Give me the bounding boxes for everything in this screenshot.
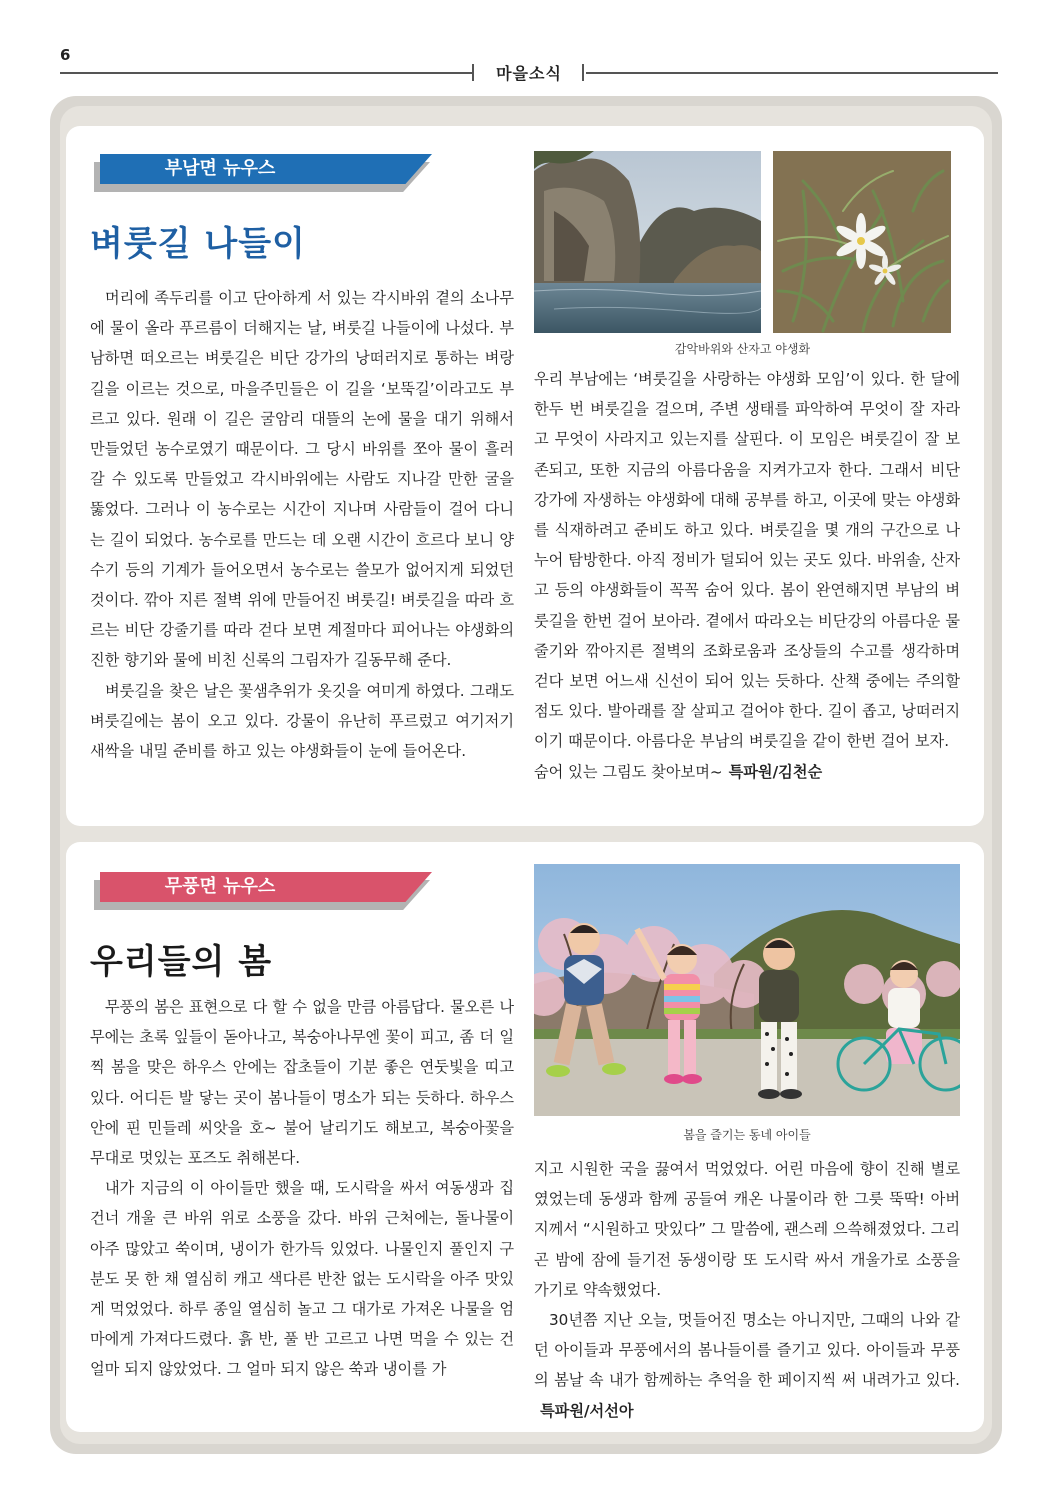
article1-left-column bbox=[90, 283, 514, 766]
paragraph: 지고 시원한 국을 끓여서 먹었었다. 어린 마음에 향이 진해 별로였었는데 동생과 함께 공들여 캐온 나물이라 한 그릇 뚝딱! 아버지께서 “시원하고 맛있다” 그 말씀에, 괜스레 으쓱해졌었다. 그리곤 밤에 잠에 들기전 동생이랑 또 도시락 싸서 개울가로 소풍을 가기로 약속했었다. bbox=[534, 1160, 960, 1299]
header-rule-tick-left bbox=[472, 64, 474, 81]
article1-headline: 벼룻길 나들이 bbox=[90, 224, 306, 264]
wildflower-image bbox=[773, 151, 951, 333]
paragraph bbox=[534, 1305, 960, 1426]
header-rule-left bbox=[60, 72, 472, 74]
article2-left-column bbox=[90, 992, 514, 1385]
reporter-byline: 특파원/서선아 bbox=[540, 1401, 634, 1420]
section-title: 마을소식 bbox=[496, 64, 562, 83]
closing-line bbox=[534, 757, 960, 787]
ribbon-label: 무풍면 뉴우스 bbox=[164, 876, 276, 897]
photo-wildflower bbox=[773, 151, 951, 333]
paragraph: 내가 지금의 이 아이들만 했을 때, 도시락을 싸서 여동생과 집 건너 개울 큰 바위 위로 소풍을 갔다. 바위 근처에는, 돌나물이 아주 많았고 쑥이며, 냉이가 한가득 있었다. 나물인지 풀인지 구분도 못 한 채 열심히 캐고 색다른 반찬 없는 도시락을 아주 맛있게 먹었었다. 하루 종일 열심히 놀고 그 대가로 가져온 나물을 엄마에게 가져다드렸다. 흙 반, 풀 반 고르고 나면 먹을 수 있는 건 얼마 되지 않았었다. 그 얼마 되지 않은 쑥과 냉이를 가 bbox=[90, 1179, 514, 1379]
paragraph: 무풍의 봄은 표현으로 다 할 수 없을 만큼 아름답다. 물오른 나무에는 초록 잎들이 돋아나고, 복숭아나무엔 꽃이 피고, 좀 더 일찍 봄을 맞은 하우스 안에는 잡초들이 기분 좋은 연둣빛을 띠고 있다. 어디든 발 닿는 곳이 봄나들이 명소가 되는 듯하다. 하우스 안에 핀 민들레 씨앗을 호~ 불어 날리기도 해보고, 복숭아꽃을 무대로 멋있는 포즈도 취해본다. bbox=[90, 998, 514, 1168]
closing-text: 숨어 있는 그림도 찾아보며~ bbox=[534, 762, 723, 781]
paragraph-text: 30년쯤 지난 오늘, 멋들어진 명소는 아니지만, 그때의 나와 같던 아이들과 무풍에서의 봄나들이를 즐기고 있다. 아이들과 무풍의 봄날 속 내가 함께하는 추억을 한 페이지씩 써 내려가고 있다. bbox=[534, 1311, 960, 1390]
header-rule-right bbox=[586, 72, 998, 74]
photo-children bbox=[534, 864, 960, 1116]
page-number: 6 bbox=[60, 46, 71, 64]
paragraph: 우리 부남에는 ‘벼룻길을 사랑하는 야생화 모임’이 있다. 한 달에 한두 번 벼룻길을 걸으며, 주변 생태를 파악하여 무엇이 잘 자라고 무엇이 사라지고 있는지를 살핀다. 이 모임은 벼룻길이 잘 보존되고, 또한 지금의 아름다움을 지켜가고자 한다. 그래서 비단 강가에 자생하는 야생화에 대해 공부를 하고, 이곳에 맞는 야생화를 식재하려고 준비도 하고 있다. 벼룻길을 몇 개의 구간으로 나누어 탐방한다. 아직 정비가 덜되어 있는 곳도 있다. 바위솔, 산자고 등의 야생화들이 꼭꼭 숨어 있다. 봄이 완연해지면 부남의 벼룻길을 한번 걸어 보아라. 곁에서 따라오는 비단강의 아름다운 물줄기와 깎아지른 절벽의 조화로움과 조상들의 수고를 생각하며 걷다 보면 어느새 신선이 되어 있는 듯하다. 산책 중에는 주의할 점도 있다. 발아래를 잘 살피고 걸어야 한다. 길이 좁고, 낭떠러지이기 때문이다. 아름다운 부남의 벼룻길을 같이 한번 걸어 보자. bbox=[534, 370, 960, 751]
reporter-byline: 특파원/김천순 bbox=[728, 762, 823, 781]
ribbon-label: 부남면 뉴우스 bbox=[164, 158, 276, 179]
photo-rock-cliff bbox=[534, 151, 761, 333]
paragraph: 머리에 족두리를 이고 단아하게 서 있는 각시바위 곁의 소나무에 물이 올라 푸르름이 더해지는 날, 벼룻길 나들이에 나섰다. 부남하면 떠오르는 벼룻길은 비단 강가의 낭떠러지로 통하는 벼랑길을 이르는 것으로, 마을주민들은 이 길을 ‘보뚝길’이라고도 부르고 있다. 원래 이 길은 굴암리 대뜰의 논에 물을 대기 위해서 만들었던 농수로였기 때문이다. 그 당시 바위를 쪼아 물이 흘러갈 수 있도록 만들었고 각시바위에는 사람도 지나갈 만한 굴을 뚫었다. 그러나 이 농수로는 시간이 지나며 사람들이 걸어 다니는 길이 되었다. 농수로를 만드는 데 오랜 시간이 흐르다 보니 양수기 등의 기계가 들어오면서 농수로는 쓸모가 없어지게 되었던 것이다. 깎아 지른 절벽 위에 만들어진 벼룻길! 벼룻길을 따라 흐르는 비단 강줄기를 따라 걷다 보면 계절마다 피어나는 야생화의 진한 향기와 물에 비친 신록의 그림자가 길동무해 준다. bbox=[90, 289, 514, 670]
article2-photo-caption: 봄을 즐기는 동네 아이들 bbox=[683, 1128, 811, 1142]
article1-right-column bbox=[534, 364, 960, 787]
article2-right-column bbox=[534, 1154, 960, 1426]
paragraph: 벼룻길을 찾은 날은 꽃샘추위가 옷깃을 여미게 하였다. 그래도 벼룻길에는 봄이 오고 있다. 강물이 유난히 푸르렀고 여기저기 새싹을 내밀 준비를 하고 있는 야생화들이 눈에 들어온다. bbox=[90, 681, 514, 761]
header-rule-tick-right bbox=[582, 64, 584, 81]
article2-headline: 우리들의 봄 bbox=[90, 942, 273, 982]
children-image bbox=[534, 864, 960, 1116]
rock-cliff-image bbox=[534, 151, 761, 333]
article1-photo-caption: 감악바위와 산자고 야생화 bbox=[674, 342, 811, 356]
